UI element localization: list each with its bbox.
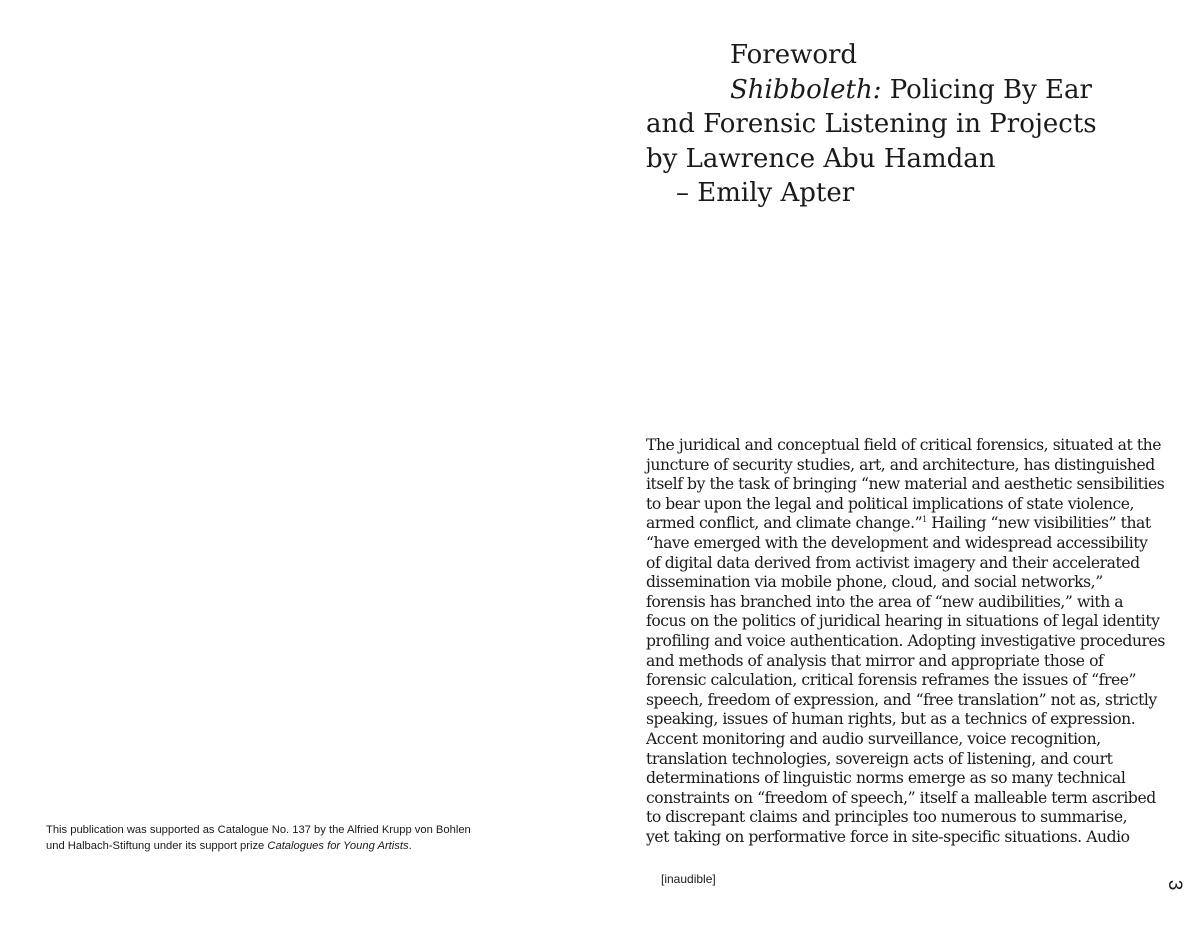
body-line: dissemination via mobile phone, cloud, and social networks,” [646,573,1103,592]
body-line: determinations of linguistic norms emerge as so many technical [646,769,1126,788]
body-line-text-continued: Hailing “new visibilities” that [926,514,1151,533]
body-line-text: armed conflict, and climate change.” [646,514,923,533]
body-line: constraints on “freedom of speech,” itself a malleable term ascribed [646,788,1156,807]
body-line: forensis has branched into the area of “new audibilities,” with a [646,592,1124,611]
author-line: – Emily Apter [676,178,855,208]
body-line [646,514,1156,534]
body-line: translation technologies, sovereign acts of listening, and court [646,749,1113,768]
running-head: [inaudible] [661,872,716,886]
credit-prefix: und Halbach-Stiftung under its support prize [46,840,268,852]
credit-prize-name: Catalogues for Young Artists [267,840,409,852]
body-line: The juridical and conceptual field of critical forensics, situated at the [646,436,1162,454]
body-line: of digital data derived from activist imagery and their accelerated [646,553,1140,572]
page-number: 3 [1164,879,1185,891]
body-line: and methods of analysis that mirror and appropriate those of [646,651,1104,670]
title-line-2 [646,73,1166,108]
body-line: profiling and voice authentication. Adopting investigative procedures [646,631,1165,650]
body-line: forensic calculation, critical forensis reframes the issues of “free” [646,671,1137,690]
credit-line-2 [46,838,566,854]
body-line: speech, freedom of expression, and “free translation” not as, strictly [646,690,1157,709]
body-line: Accent monitoring and audio surveillance, voice recognition, [646,729,1101,748]
title-italic-term: Shibboleth: [730,74,882,105]
body-line: yet taking on performative force in site-specific situations. Audio [646,827,1130,846]
title-line-1: Foreword [730,40,858,70]
body-line: to bear upon the legal and political implications of state violence, [646,494,1135,513]
body-line: focus on the politics of juridical hearing in situations of legal identity [646,612,1160,631]
credit-suffix: . [408,840,412,852]
publication-credit [46,822,566,854]
body-line: to discrepant claims and principles too numerous to summarise, [646,808,1128,827]
footnote-reference[interactable]: 1 [922,515,927,525]
title-line-3: and Forensic Listening in Projects [646,109,1097,139]
chapter-title [646,38,1166,211]
body-line: itself by the task of bringing “new material and aesthetic sensibilities [646,475,1165,494]
body-line: juncture of security studies, art, and architecture, has distinguished [646,455,1155,474]
body-line: “have emerged with the development and widespread accessibility [646,533,1148,552]
title-line-2-rest: Policing By Ear [881,74,1092,105]
body-line: speaking, issues of human rights, but as a technics of expression. [646,710,1136,729]
body-paragraph [646,436,1165,847]
credit-line-1: This publication was supported as Catalogue No. 137 by the Alfried Krupp von Bohlen [46,824,471,836]
title-line-4: by Lawrence Abu Hamdan [646,143,996,174]
